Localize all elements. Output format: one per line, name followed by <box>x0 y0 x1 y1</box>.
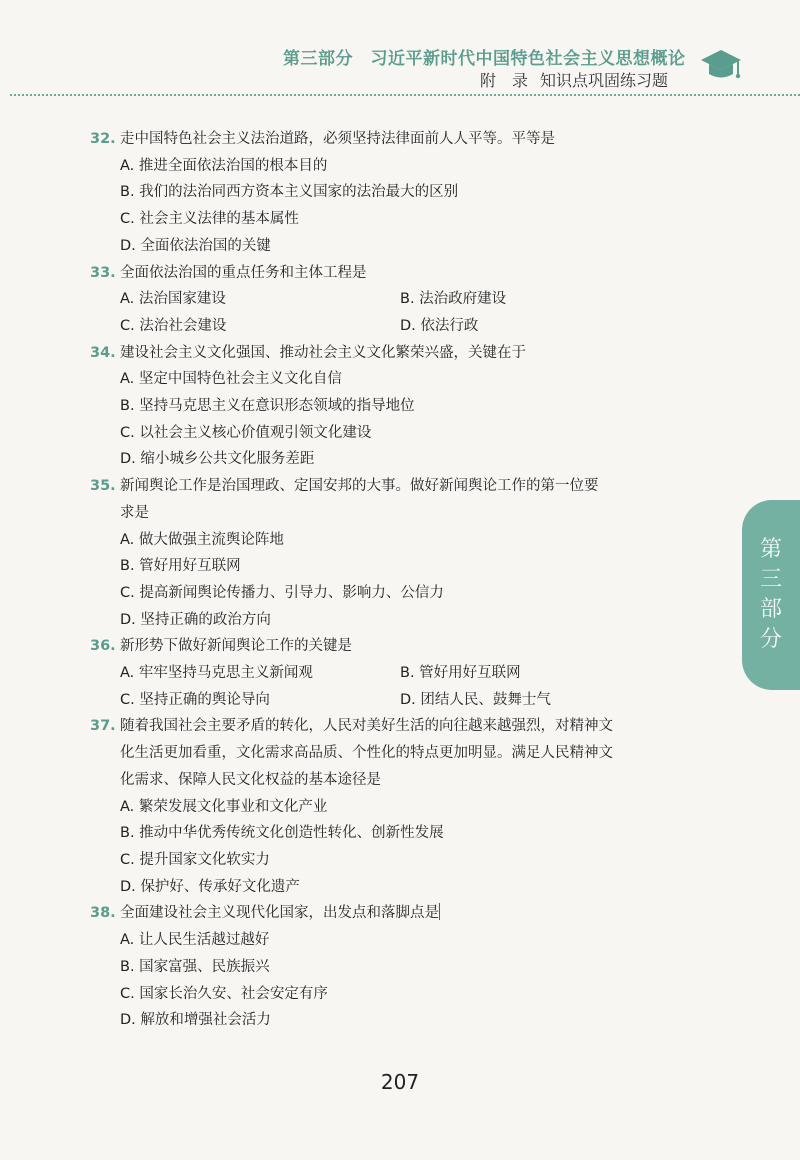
side-tab-char: 第 <box>759 537 782 562</box>
side-tab-char: 部 <box>759 597 782 622</box>
option-d: D. 解放和增强社会活力 <box>120 1012 271 1029</box>
question-34 <box>90 340 710 367</box>
question-32 <box>90 126 710 153</box>
option-a: A. 繁荣发展文化事业和文化产业 <box>120 798 328 815</box>
option-b: B. 推动中华优秀传统文化创造性转化、创新性发展 <box>120 825 444 842</box>
question-list <box>90 126 710 1034</box>
question-number: 32. <box>90 131 116 147</box>
option-a: A. 让人民生活越过越好 <box>120 932 270 949</box>
option-c: C. 社会主义法律的基本属性 <box>120 211 299 228</box>
header-divider <box>10 94 800 96</box>
option-row <box>90 313 710 340</box>
question-number: 34. <box>90 344 116 361</box>
header-subtitle <box>480 68 668 91</box>
question-stem-line: 化生活更加看重，文化需求高品质、个性化的特点更加明显。满足人民精神文 <box>120 745 613 762</box>
option-c: C. 国家长治久安、社会安定有序 <box>120 985 328 1002</box>
question-number: 33. <box>90 264 116 281</box>
option-b: B. 法治政府建设 <box>400 291 507 308</box>
option-c: C. 以社会主义核心价值观引领文化建设 <box>120 424 372 441</box>
question-stem: 全面建设社会主义现代化国家，出发点和落脚点是 <box>120 905 439 922</box>
option-b: B. 坚持马克思主义在意识形态领域的指导地位 <box>120 398 415 415</box>
option-b: B. 我们的法治同西方资本主义国家的法治最大的区别 <box>120 184 459 201</box>
side-tab-char: 三 <box>759 567 782 592</box>
option-c: C. 法治社会建设 <box>120 317 227 334</box>
page-number: 207 <box>380 1070 420 1094</box>
graduation-cap-icon <box>700 48 742 84</box>
option-a: A. 坚定中国特色社会主义文化自信 <box>120 371 342 388</box>
question-stem: 全面依法治国的重点任务和主体工程是 <box>120 264 367 281</box>
question-36 <box>90 633 710 660</box>
option-a: A. 做大做强主流舆论阵地 <box>120 531 284 548</box>
side-tab-char: 分 <box>759 627 782 652</box>
option-b: B. 国家富强、民族振兴 <box>120 958 270 975</box>
question-number: 37. <box>90 718 116 735</box>
option-b: B. 管好用好互联网 <box>400 665 521 682</box>
option-d: D. 依法行政 <box>400 317 479 334</box>
question-stem: 建设社会主义文化强国、推动社会主义文化繁荣兴盛，关键在于 <box>120 344 526 361</box>
question-38 <box>90 900 710 927</box>
question-37 <box>90 713 710 793</box>
option-d: D. 团结人民、鼓舞士气 <box>400 691 551 708</box>
question-stem-line: 求是 <box>120 504 149 521</box>
question-stem-line: 新闻舆论工作是治国理政、定国安邦的大事。做好新闻舆论工作的第一位要 <box>120 478 599 495</box>
option-a: A. 法治国家建设 <box>120 291 226 308</box>
question-stem: 新形势下做好新闻舆论工作的关键是 <box>120 638 352 655</box>
question-35 <box>90 473 710 526</box>
option-d: D. 保护好、传承好文化遗产 <box>120 878 300 895</box>
option-row <box>90 660 710 687</box>
question-stem: 走中国特色社会主义法治道路，必须坚持法律面前人人平等。平等是 <box>120 131 555 147</box>
question-number: 35. <box>90 478 116 495</box>
appendix-label: 附 录 <box>480 71 529 90</box>
section-label: 知识点巩固练习题 <box>540 71 669 90</box>
option-c: C. 提高新闻舆论传播力、引导力、影响力、公信力 <box>120 584 444 601</box>
option-a: A. 推进全面依法治国的根本目的 <box>120 157 328 174</box>
option-row <box>90 687 710 714</box>
question-number: 38. <box>90 905 116 922</box>
question-stem-line: 随着我国社会主要矛盾的转化，人民对美好生活的向往越来越强烈，对精神文 <box>120 718 613 735</box>
option-d: D. 坚持正确的政治方向 <box>120 611 271 628</box>
section-side-tab <box>742 500 800 690</box>
option-c: C. 提升国家文化软实力 <box>120 851 270 868</box>
option-b: B. 管好用好互联网 <box>120 558 241 575</box>
header-title: 第三部分 习近平新时代中国特色社会主义思想概论 <box>283 49 686 69</box>
question-33 <box>90 260 710 287</box>
question-stem-line: 化需求、保障人民文化权益的基本途径是 <box>120 771 381 788</box>
option-a: A. 牢牢坚持马克思主义新闻观 <box>120 665 313 682</box>
question-number: 36. <box>90 638 116 655</box>
text-cursor <box>439 903 440 920</box>
option-d: D. 全面依法治国的关键 <box>120 237 271 254</box>
option-d: D. 缩小城乡公共文化服务差距 <box>120 451 315 468</box>
option-c: C. 坚持正确的舆论导向 <box>120 691 270 708</box>
option-row <box>90 286 710 313</box>
